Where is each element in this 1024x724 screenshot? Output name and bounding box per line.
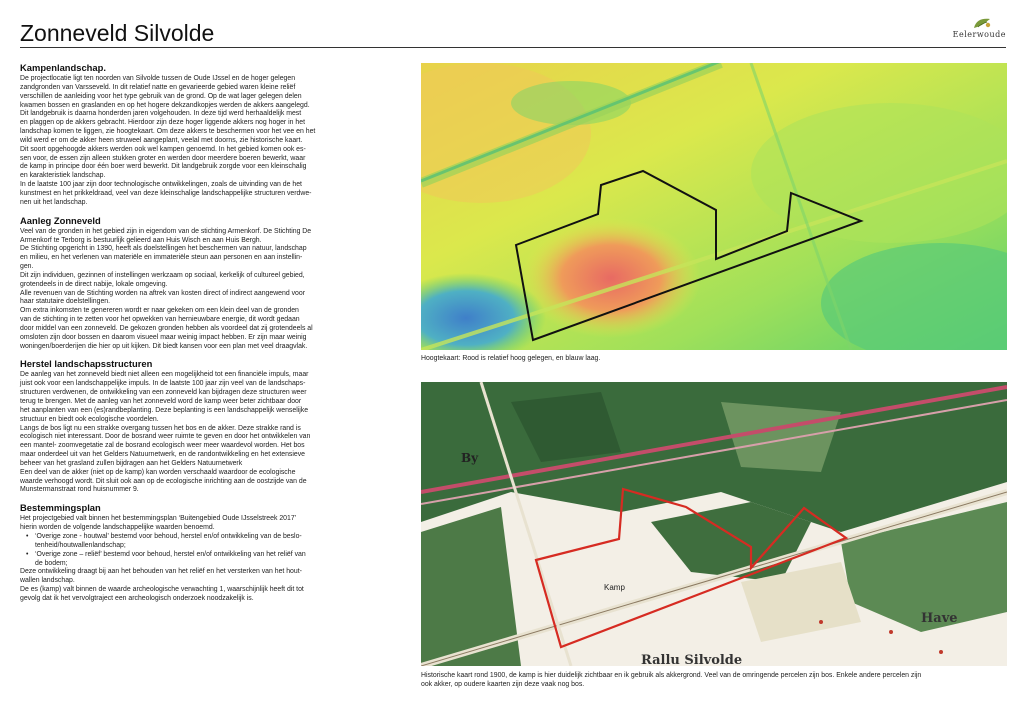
height-map-caption: Hoogtekaart: Rood is relatief hoog gelegen, en blauw laag.: [421, 355, 601, 362]
bullet-line: • ‘Overige zone - houtwal’ bestemd voor behoud, herstel en/of ontwikkeling van de beslo-: [35, 532, 302, 540]
paragraph-line: door middel van een zonneveld. De gekozen gronden hebben als voordeel dat zij grotendeels al: [20, 324, 313, 332]
paragraph-line: De Stichting opgericht in 1390, heeft als doelstellingen het beschermen van natuur, landschap: [20, 245, 307, 253]
bullet-line: de bodem;: [35, 559, 68, 567]
text-section: [20, 358, 407, 495]
historic-map-image: [421, 382, 1007, 666]
paragraph-line: en karakteristiek landschap.: [20, 172, 106, 180]
paragraph-line: structuren verdwenen, de ontwikkeling van een zonneveld kan bijdragen deze structuren weer: [20, 389, 307, 397]
paragraph-line: ecologisch niet interessant. Door de bosrand weer ruimte te geven en door het ontwikkelen van: [20, 433, 311, 441]
paragraph-line: Een deel van de akker (niet op de kamp) kan worden verschaald waardoor de ecologische: [20, 468, 296, 476]
historic-map: [421, 382, 1007, 666]
paragraph-line: van de stichting in te zetten voor het opwekken van hernieuwbare energie, dit wordt gedaan: [20, 316, 300, 324]
height-map: [421, 63, 1007, 350]
paragraph-line: juist ook voor een landschappelijke impuls. In de laatste 100 jaar zijn veel van de landschaps-: [20, 380, 306, 388]
paragraph-line: Om extra inkomsten te genereren wordt er naar gekeken om een klein deel van de gronden: [20, 307, 299, 315]
paragraph-line: hierin worden de volgende landschappelijke waarden benoemd.: [20, 524, 215, 532]
paragraph-line: De aanleg van het zonneveld biedt niet alleen een mogelijkheid tot een financiële impuls, maar: [20, 371, 309, 379]
paragraph-line: woningen/boerderijen die hier op uit kijken. Dit biedt kansen voor een plan met veel draagvlak.: [20, 342, 308, 350]
svg-text:By: By: [461, 451, 479, 465]
paragraph-line: grotendeels in de direct nabije, lokale omgeving.: [20, 280, 168, 288]
paragraph-line: terug te brengen. Met de aanleg van het zonneveld word de kamp weer beter zichtbaar door: [20, 398, 302, 405]
page-header: [20, 18, 1006, 48]
paragraph-line: haar statutaire doelstellingen.: [20, 298, 111, 306]
paragraph-line: omsloten zijn door bossen en daarom visueel maar weinig impact hebben. Er zijn maar weinig: [20, 333, 307, 341]
paragraph-line: Dit zijn individuen, gezinnen of instellingen werkzaam op sociaal, kerkelijk of cultureel gebied,: [20, 271, 305, 279]
height-map-image: [421, 63, 1007, 350]
paragraph-line: Dit landgebruik is daarna honderden jaren volgehouden. In deze tijd werd herhaaldelijk mest: [20, 110, 302, 118]
paragraph-line: maar onderdeel uit van het Gelders Natuurnetwerk, en de randontwikkeling en het extensieve: [20, 451, 305, 459]
paragraph-line: Veel van de gronden in het gebied zijn in eigendom van de stichting Armenkorf. De Stichting De: [20, 227, 312, 235]
paragraph-line: zandgronden van Varsseveld. In dit relatief natte en gevarieerde gebied waren kleine reliëf: [20, 83, 296, 91]
paragraph-line: Armenkorf te Terborg is bestuurlijk gelieerd aan Huis Wisch en aan Huis Bergh.: [20, 236, 262, 244]
paragraph-line: gevolg dat ik het vervolgtraject een archeologisch onderzoek noodzakelijk is.: [20, 594, 254, 602]
leaf-logo-icon: [972, 16, 992, 30]
historic-map-caption: [421, 672, 1007, 690]
paragraph-line: nen uit het landschap.: [20, 198, 88, 206]
text-section: [20, 62, 407, 208]
paragraph-line: en plaggen op de akkers gebracht. Hierdoor zijn deze hoger liggende akkers nog hoger in het: [20, 119, 306, 127]
paragraph-line: Deze ontwikkeling draagt bij aan het behouden van het reliëf en het versterken van het hout-: [20, 568, 302, 576]
bullet-line: • ‘Overige zone – reliëf’ bestemd voor behoud, herstel en/of ontwikkeling van het reliëf van: [35, 550, 306, 558]
paragraph-line: wild werd er om de akker heen struweel aangeplant, veelal met doorns, zie historische kaart.: [20, 136, 303, 144]
bullet-line: tenheid/houtwallenlandschap;: [35, 541, 126, 549]
paragraph-line: De projectlocatie ligt ten noorden van Silvolde tussen de Oude IJssel en de hoger gelegen: [20, 75, 296, 82]
paragraph-line: landschap komen te liggen, zie hoogtekaart. Om deze akkers te beschermen voor het vee en het: [20, 128, 316, 136]
section-heading: Bestemmingsplan: [20, 502, 101, 514]
text-column: [20, 62, 407, 611]
paragraph-line: Langs de bos ligt nu een strakke overgang tussen het bos en de akker. Deze strakke rand is: [20, 424, 301, 432]
text-section: [20, 215, 407, 352]
paragraph-line: de kamp in principe door één boer werd bewerkt. Dit landgebruik zorgde voor een kleinschalig: [20, 163, 307, 171]
caption-line: ook akker, op oudere kaarten zijn deze vaak nog bos.: [421, 680, 585, 688]
bullet-item: [20, 551, 407, 569]
paragraph-line: De es (kamp) valt binnen de waarde archeologische verwachting 1, waarschijnlijk heeft dit tot: [20, 586, 304, 594]
paragraph-line: Munstermanstraat rond huisnummer 9.: [20, 486, 139, 494]
paragraph-line: In de laatste 100 jaar zijn door technologische ontwikkelingen, zoals de uitvinding van de het: [20, 181, 302, 189]
paragraph-line: Alle revenuen van de Stichting worden na aftrek van kosten direct of indirect aangewend voor: [20, 289, 305, 297]
paragraph-line: Dit soort opgehoogde akkers werden ook wel kampen genoemd. In het gebied komen ook es-: [20, 145, 306, 153]
section-heading: Kampenlandschap.: [20, 62, 106, 73]
paragraph-line: waarde verhoogd wordt. Dit sluit ook aan op de ecologische inrichting aan de oostzijde van de: [20, 477, 307, 485]
paragraph-line: gen.: [20, 263, 34, 271]
paragraph-line: Het projectgebied valt binnen het bestemmingsplan ‘Buitengebied Oude IJsselstreek 2017’: [20, 515, 297, 523]
paragraph-line: het aanplanten van een (es)randbeplanting. Deze beplanting is een landschappelijk wenselijke: [20, 406, 309, 414]
paragraph-line: kwamen bossen en graslanden en op het hogere dekzandkopjes werden de akkers aangelegd.: [20, 101, 310, 109]
bullet-list: [20, 533, 407, 568]
page-title: Zonneveld Silvolde: [20, 20, 215, 46]
paragraph-line: structuur en biedt ook ecologische voordelen.: [20, 415, 159, 423]
logo-text: Eelerwoude: [952, 30, 1006, 39]
text-section: [20, 502, 407, 603]
caption-line: Historische kaart rond 1900, de kamp is hier duidelijk zichtbaar en ik gebruik als akkergrond. Veel van de omringende percelen zijn bos. Enkele andere percelen zijn: [421, 672, 922, 679]
paragraph-line: sen voor, de essen zijn alleen stukken groter en werden door meerdere boeren bewerkt, waar: [20, 154, 306, 162]
svg-text:Rallu Silvolde: Rallu Silvolde: [641, 653, 743, 666]
kamp-label: Kamp: [604, 583, 625, 592]
bullet-item: [20, 533, 407, 551]
svg-text:Have: Have: [921, 611, 958, 626]
paragraph-line: beheer van het grasland zullen bijdragen aan het Gelders Natuurnetwerk: [20, 459, 243, 467]
paragraph-line: een mantel- zoomvegetatie zal de bosrand ecologisch weer meer waardevol worden. Het bos: [20, 442, 305, 450]
paragraph-line: wallen landschap.: [20, 577, 75, 585]
paragraph-line: kunstmest en het prikkeldraad, veel van deze kleinschalige landschappelijke structuren verdwe-: [20, 189, 312, 197]
paragraph-line: en milieu, en het verlenen van materiële en immateriële steun aan personen en aan instellin-: [20, 254, 303, 262]
eelerwoude-logo: [946, 16, 1006, 42]
paragraph-line: verschillen de aanleiding voor het type gebruik van de grond. Op de wat lager gelegen delen: [20, 92, 302, 100]
section-heading: Aanleg Zonneveld: [20, 214, 101, 226]
section-heading: Herstel landschapsstructuren: [20, 358, 153, 370]
